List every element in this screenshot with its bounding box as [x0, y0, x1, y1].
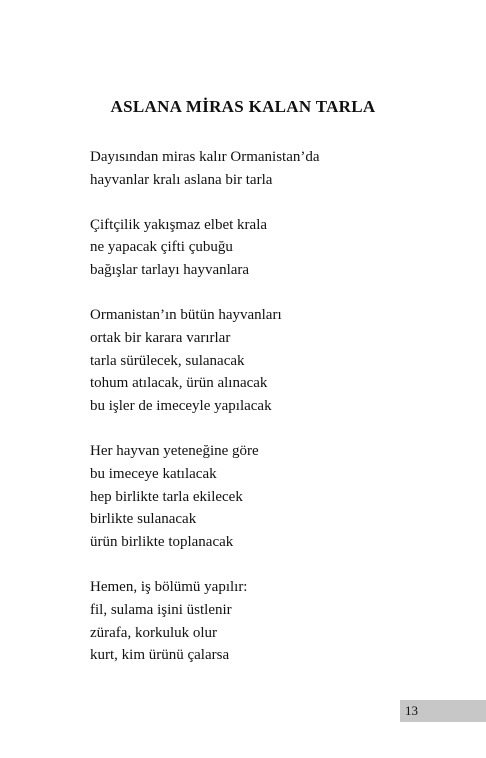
page-number-tab — [400, 700, 486, 722]
stanza — [90, 440, 450, 554]
stanza — [90, 146, 450, 192]
poem-line: Her hayvan yeteneğine göre — [90, 442, 259, 459]
poem-line: Dayısından miras kalır Ormanistan’da — [90, 149, 320, 165]
poem-line: fil, sulama işini üstlenir — [90, 601, 232, 618]
poem-line: Çiftçilik yakışmaz elbet krala — [90, 216, 268, 233]
poem-line: birlikte sulanacak — [90, 511, 197, 528]
poem-line: ortak bir karara varırlar — [90, 329, 231, 346]
poem-line: bu imeceye katılacak — [90, 465, 217, 482]
poem-line: tarla sürülecek, sulanacak — [90, 352, 245, 369]
poem-line: Ormanistan’ın bütün hayvanları — [90, 306, 282, 323]
stanza — [90, 214, 450, 282]
poem-body — [90, 146, 450, 689]
stanza — [90, 576, 450, 667]
stanza — [90, 304, 450, 418]
poem-line: tohum atılacak, ürün alınacak — [90, 375, 268, 392]
poem-line: hep birlikte tarla ekilecek — [90, 488, 243, 505]
poem-title: ASLANA MİRAS KALAN TARLA — [110, 97, 376, 116]
poem-line: kurt, kim ürünü çalarsa — [90, 647, 230, 664]
poem-line: bağışlar tarlayı hayvanlara — [90, 262, 250, 279]
poem-line: bu işler de imeceyle yapılacak — [90, 398, 272, 415]
poem-line: ne yapacak çifti çubuğu — [90, 239, 233, 256]
poem-line: zürafa, korkuluk olur — [90, 624, 218, 641]
page-number: 13 — [405, 703, 418, 718]
poem-line: hayvanlar kralı aslana bir tarla — [90, 171, 273, 188]
poem-line: ürün birlikte toplanacak — [90, 534, 234, 551]
poem-line: Hemen, iş bölümü yapılır: — [90, 578, 248, 595]
